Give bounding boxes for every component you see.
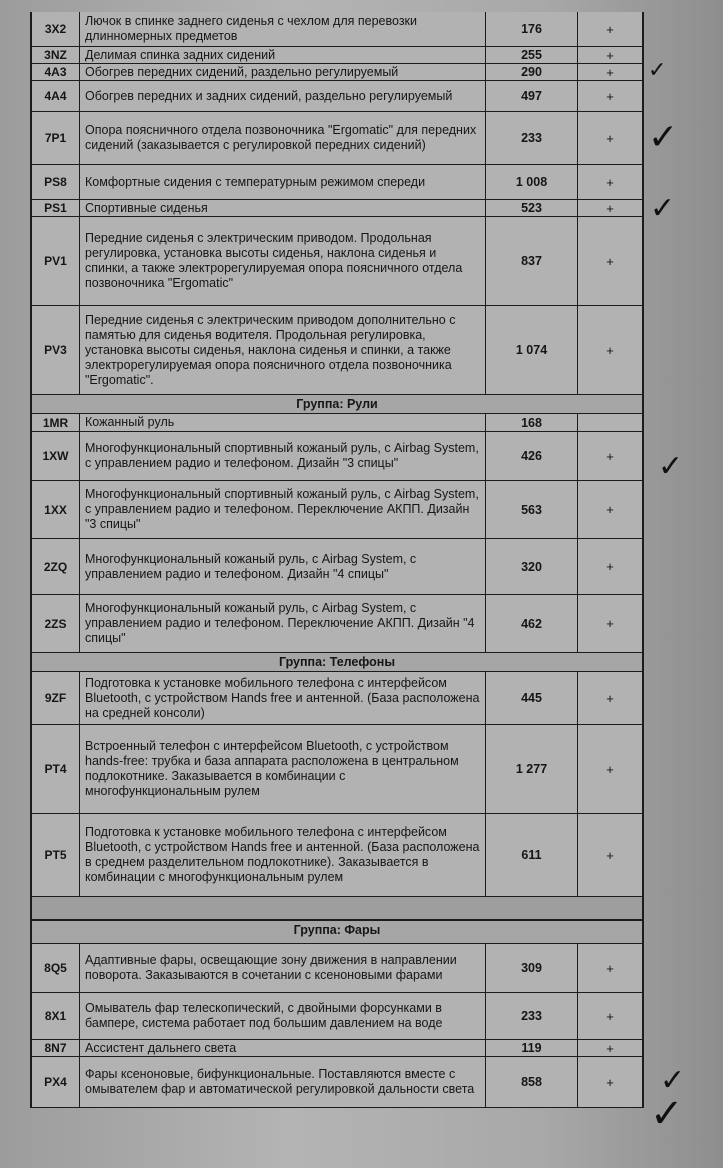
option-price: 497 <box>486 81 578 111</box>
option-price: 233 <box>486 112 578 164</box>
option-code: 8Q5 <box>32 944 80 992</box>
option-price: 426 <box>486 432 578 480</box>
option-description: Многофункциональный спортивный кожаный руль, с Airbag System, с управлением радио и телефоном. Переключение АКПП. Дизайн "3 спицы" <box>80 481 486 538</box>
option-description: Опора поясничного отдела позвоночника "Ergomatic" для передних сидений (заказывается с регулировкой передних сидений) <box>80 112 486 164</box>
option-availability: + <box>606 130 614 146</box>
option-description: Адаптивные фары, освещающие зону движения в направлении поворота. Заказываются в сочетании с ксеноновыми фарами <box>80 944 486 992</box>
option-price: 233 <box>486 993 578 1039</box>
option-row <box>32 481 642 539</box>
options-price-table <box>30 12 644 1108</box>
option-code: 2ZQ <box>32 539 80 594</box>
option-code: 4A3 <box>32 64 80 80</box>
option-code: 2ZS <box>32 595 80 652</box>
option-code: PT4 <box>32 725 80 813</box>
option-code: 1XW <box>32 432 80 480</box>
handwritten-checkmark-icon: ✓ <box>650 1091 684 1137</box>
option-description: Фары ксеноновые, бифункциональные. Поставляются вместе с омывателем фар и автоматической регулировкой дальности света <box>80 1057 486 1107</box>
option-availability: + <box>606 847 614 863</box>
option-availability: + <box>606 174 614 190</box>
option-description: Многофункциональный кожаный руль, с Airbag System, с управлением радио и телефоном. Переключение АКПП. Дизайн "4 спицы" <box>80 595 486 652</box>
option-price: 523 <box>486 200 578 216</box>
option-code: 9ZF <box>32 672 80 724</box>
option-row <box>32 12 642 47</box>
option-availability: + <box>606 448 614 464</box>
group-title: Группа: Телефоны <box>278 655 396 669</box>
option-description: Подготовка к установке мобильного телефона с интерфейсом Bluetooth, с устройством Hands free и антенной. (База расположена в среднем разделительном подлокотнике). Заказывается в комбинации с многофункциональным рулем <box>80 814 486 896</box>
option-price: 320 <box>486 539 578 594</box>
option-availability: + <box>606 1008 614 1024</box>
option-code: 8N7 <box>32 1040 80 1056</box>
option-description: Комфортные сидения с температурным режимом спереди <box>80 165 486 199</box>
option-row <box>32 306 642 395</box>
option-code: PT5 <box>32 814 80 896</box>
option-code: 3NZ <box>32 47 80 63</box>
option-description: Омыватель фар телескопический, с двойными форсунками в бампере, система работает под большим давлением на воде <box>80 993 486 1039</box>
option-row <box>32 81 642 112</box>
option-row <box>32 993 642 1040</box>
option-availability: + <box>606 88 614 104</box>
option-code: 1XX <box>32 481 80 538</box>
option-row <box>32 165 642 200</box>
option-price: 119 <box>486 1040 578 1056</box>
option-price: 176 <box>486 12 578 46</box>
option-row <box>32 814 642 897</box>
option-price: 1 277 <box>486 725 578 813</box>
option-row <box>32 595 642 653</box>
option-availability: + <box>606 200 614 216</box>
handwritten-checkmark-icon: ✓ <box>660 1063 686 1098</box>
option-row <box>32 725 642 814</box>
option-price: 837 <box>486 217 578 305</box>
option-price: 255 <box>486 47 578 63</box>
option-row <box>32 414 642 432</box>
option-availability: + <box>606 47 614 63</box>
option-description: Многофункциональный кожаный руль, с Airbag System, с управлением радио и телефоном. Дизайн "4 спицы" <box>80 539 486 594</box>
handwritten-checkmark-icon: ✓ <box>648 117 679 158</box>
option-row <box>32 64 642 81</box>
option-code: PV1 <box>32 217 80 305</box>
option-availability: + <box>606 253 614 269</box>
option-row <box>32 944 642 993</box>
option-availability: + <box>606 342 614 358</box>
option-availability: + <box>606 21 614 37</box>
option-price: 445 <box>486 672 578 724</box>
section-spacer <box>32 897 642 921</box>
option-price: 462 <box>486 595 578 652</box>
option-availability: + <box>606 502 614 517</box>
handwritten-checkmark-icon: ✓ <box>658 449 684 484</box>
option-code: PS1 <box>32 200 80 216</box>
option-availability: + <box>606 616 614 631</box>
option-price: 858 <box>486 1057 578 1107</box>
option-availability <box>578 414 642 431</box>
option-price: 309 <box>486 944 578 992</box>
option-row <box>32 112 642 165</box>
option-code: PS8 <box>32 165 80 199</box>
option-description: Передние сиденья с электрическим приводом дополнительно с памятью для сиденья водителя. Продольная регулировка, установка высоты сиденья, наклона сиденья и спинки, а также электрорегулируемая опора поясничного отдела позвоночника "Ergomatic". <box>80 306 486 394</box>
handwritten-checkmark-icon: ✓ <box>648 58 667 83</box>
option-description: Кожанный руль <box>80 414 486 431</box>
option-description: Встроенный телефон с интерфейсом Bluetooth, с устройством hands-free: трубка и база аппарата расположена в центральном подлокотнике. Заказывается в комбинации с многофункциональным рулем <box>80 725 486 813</box>
option-availability: + <box>606 1040 614 1056</box>
option-code: 4A4 <box>32 81 80 111</box>
option-availability: + <box>606 64 614 80</box>
option-price: 1 008 <box>486 165 578 199</box>
option-description: Передние сиденья с электрическим приводом. Продольная регулировка, установка высоты сиденья, наклона сиденья и спинки, а также электрорегулируемая опора поясничного отдела позвоночника "Ergomatic" <box>80 217 486 305</box>
option-price: 611 <box>486 814 578 896</box>
group-title: Группа: Рули <box>296 397 378 411</box>
group-header-row <box>32 653 642 672</box>
option-description: Спортивные сиденья <box>80 200 486 216</box>
option-row <box>32 672 642 725</box>
option-row <box>32 217 642 306</box>
option-description: Обогрев передних сидений, раздельно регулируемый <box>80 64 486 80</box>
option-availability: + <box>606 960 614 976</box>
option-row <box>32 1040 642 1057</box>
option-availability: + <box>606 1074 614 1090</box>
option-row <box>32 200 642 217</box>
group-header-row <box>32 921 642 944</box>
option-code: 3X2 <box>32 12 80 46</box>
option-description: Делимая спинка задних сидений <box>80 47 486 63</box>
group-header-row <box>32 395 642 414</box>
option-availability: + <box>606 690 614 706</box>
option-code: 7P1 <box>32 112 80 164</box>
option-row <box>32 47 642 64</box>
option-description: Обогрев передних и задних сидений, раздельно регулируемый <box>80 81 486 111</box>
option-price: 290 <box>486 64 578 80</box>
option-availability: + <box>606 761 614 777</box>
option-row <box>32 1057 642 1108</box>
group-title: Группа: Фары <box>293 923 381 937</box>
option-code: 1MR <box>32 414 80 431</box>
option-row <box>32 432 642 481</box>
option-availability: + <box>606 559 614 574</box>
option-row <box>32 539 642 595</box>
option-price: 168 <box>486 414 578 431</box>
option-code: PV3 <box>32 306 80 394</box>
option-price: 1 074 <box>486 306 578 394</box>
option-description: Подготовка к установке мобильного телефона с интерфейсом Bluetooth, с устройством Hands free и антенной. (База расположена на средней консоли) <box>80 672 486 724</box>
option-description: Многофункциональный спортивный кожаный руль, с Airbag System, с управлением радио и телефоном. Дизайн "3 спицы" <box>80 432 486 480</box>
option-code: 8X1 <box>32 993 80 1039</box>
option-description: Лючок в спинке заднего сиденья с чехлом для перевозки длинномерных предметов <box>80 12 486 46</box>
handwritten-checkmark-icon: ✓ <box>650 191 676 226</box>
option-price: 563 <box>486 481 578 538</box>
option-description: Ассистент дальнего света <box>80 1040 486 1056</box>
option-code: PX4 <box>32 1057 80 1107</box>
